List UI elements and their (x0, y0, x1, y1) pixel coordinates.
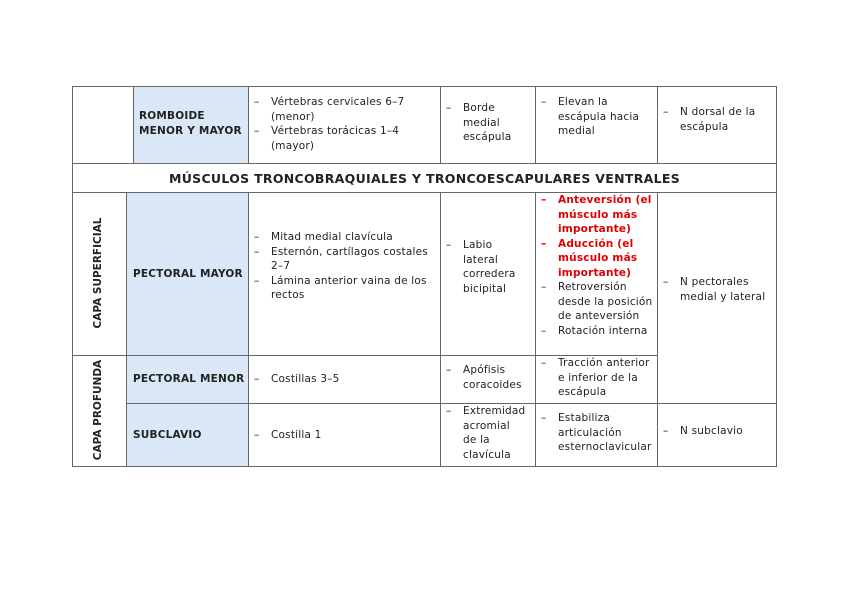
list-item: – Estabiliza articulación esternoclavicular (541, 411, 655, 455)
romboide-origin-cell (248, 86, 441, 164)
pectoral-mayor-action-list (541, 193, 653, 338)
pectoral-menor-insertion-cell (440, 355, 536, 404)
layer-profunda-cell (72, 355, 127, 467)
list-item: – Vértebras torácicas 1–4 (mayor) (254, 124, 434, 153)
romboide-action-list (541, 95, 653, 139)
list-item: – Anteversión (el músculo más importante) (541, 193, 653, 237)
list-item: – Mitad medial clavícula (254, 230, 436, 245)
list-item: – N pectorales medial y lateral (663, 275, 771, 304)
section-header: MÚSCULOS TRONCOBRAQUIALES Y TRONCOESCAPULARES VENTRALES (72, 163, 777, 193)
romboide-insertion-cell (440, 86, 536, 164)
pectoral-menor-muscle-cell (126, 355, 249, 404)
pectoral-mayor-action-cell (535, 192, 658, 356)
layer-superficial-cell (72, 192, 127, 356)
romboide-nerve-cell (657, 86, 777, 164)
list-item: – Costilla 1 (254, 428, 434, 443)
subclavio-origin-list (254, 428, 434, 443)
romboide-insertion-list (446, 101, 521, 145)
list-item: – Lámina anterior vaina de los rectos (254, 274, 436, 303)
subclavio-muscle-cell (126, 403, 249, 467)
romboide-origin-list (254, 95, 434, 153)
subclavio-insertion-list (446, 404, 526, 462)
romboide-muscle-cell (133, 86, 249, 164)
list-item: – Extremidad acromial de la clavícula (446, 404, 526, 462)
list-item: – Rotación interna (541, 324, 653, 339)
pectoral-menor-insertion-list (446, 363, 531, 392)
pectoral-menor-origin-list (254, 372, 434, 387)
list-item: – Apófisis coracoides (446, 363, 531, 392)
layer-profunda-label: CAPA PROFUNDA (92, 359, 104, 461)
list-item: – Aducción (el músculo más importante) (541, 237, 653, 281)
list-item: – N subclavio (663, 424, 771, 439)
list-item: – Retroversión desde la posición de anteversión (541, 280, 653, 324)
pectoral-mayor-muscle-name: PECTORAL MAYOR (133, 268, 243, 280)
pectoral-menor-origin-cell (248, 355, 441, 404)
list-item: – Vértebras cervicales 6–7 (menor) (254, 95, 434, 124)
romboide-muscle-name: ROMBOIDE MENOR Y MAYOR (139, 110, 242, 137)
subclavio-action-list (541, 411, 655, 455)
list-item: – N dorsal de la escápula (663, 105, 771, 134)
pectoral-mayor-origin-list (254, 230, 436, 303)
pectoral-menor-action-list (541, 356, 655, 400)
list-item: – Labio lateral corredera bicipital (446, 238, 526, 296)
romboide-layer-cell (72, 86, 134, 164)
subclavio-action-cell (535, 403, 658, 467)
pectoral-menor-action-cell (535, 355, 658, 404)
list-item: – Elevan la escápula hacia medial (541, 95, 653, 139)
list-item: – Tracción anterior e inferior de la escápula (541, 356, 655, 400)
layer-superficial-label: CAPA SUPERFICIAL (92, 217, 104, 329)
subclavio-insertion-cell (440, 403, 536, 467)
list-item: – Costillas 3–5 (254, 372, 434, 387)
pectoral-mayor-insertion-cell (440, 192, 536, 356)
subclavio-nerve-list (663, 424, 771, 439)
pectoral-mayor-origin-cell (248, 192, 441, 356)
romboide-action-cell (535, 86, 658, 164)
pectoral-nerve-list (663, 275, 771, 304)
list-item: – Esternón, cartílagos costales 2–7 (254, 245, 436, 274)
list-item: – Borde medial escápula (446, 101, 521, 145)
subclavio-nerve-cell (657, 403, 777, 467)
pectoral-mayor-muscle-cell (126, 192, 249, 356)
pectoral-nerve-cell (657, 192, 777, 404)
pectoral-menor-muscle-name: PECTORAL MENOR (133, 373, 245, 385)
subclavio-origin-cell (248, 403, 441, 467)
pectoral-mayor-insertion-list (446, 238, 526, 296)
romboide-nerve-list (663, 105, 771, 134)
subclavio-muscle-name: SUBCLAVIO (133, 429, 202, 441)
